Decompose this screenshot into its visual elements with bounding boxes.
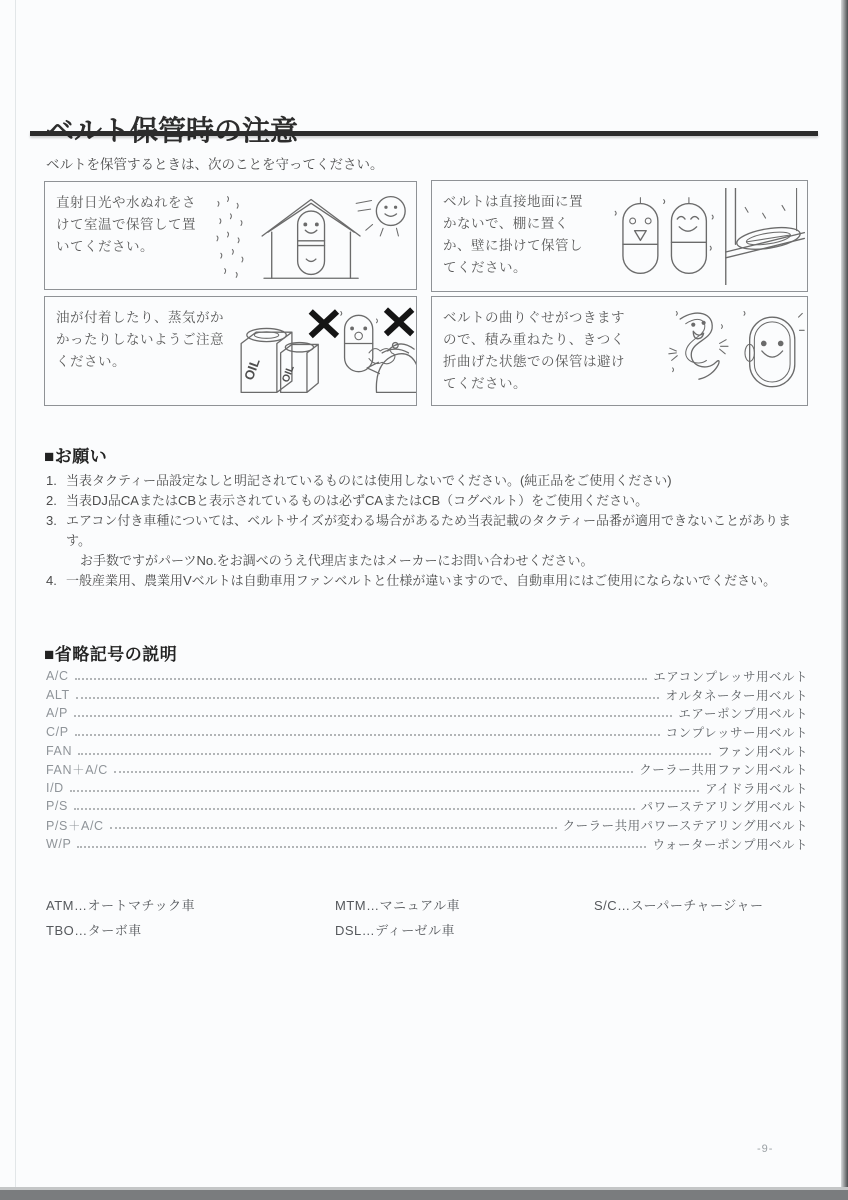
note-item: [46, 511, 810, 551]
abbr-code: I/D: [46, 780, 64, 795]
abbr-code: C/P: [46, 725, 69, 740]
abbr-code: ALT: [46, 687, 70, 702]
legend-item: ATM…オートマチック車: [46, 898, 196, 913]
bent-belt-illustration: [635, 304, 807, 398]
page-number: -9-: [757, 1143, 774, 1155]
abbr-meaning: オルタネーター用ベルト: [665, 688, 808, 703]
oil-can-icon: [241, 328, 318, 392]
abbreviation-list: [46, 667, 808, 853]
sun-icon: [356, 196, 405, 235]
dotted-leader: [114, 771, 633, 773]
note-text: 一般産業用、農業用Vベルトは自動車用ファンベルトと仕様が違いますので、自動車用にはご使用にならないでください。: [66, 573, 777, 588]
dotted-leader: [78, 753, 711, 755]
abbr-meaning: クーラー共用ファン用ベルト: [639, 763, 808, 778]
abbr-meaning: パワーステアリング用ベルト: [640, 800, 808, 815]
rain-house-sun-illustration: [210, 188, 416, 284]
dotted-leader: [77, 846, 646, 848]
abbr-meaning: アイドラ用ベルト: [705, 781, 808, 796]
cross-prohibited-icon: [386, 310, 412, 334]
note-number: 4.: [46, 573, 57, 588]
abbreviation-row: [46, 667, 808, 686]
storage-tip-card-4: [431, 296, 808, 406]
note-number: 1.: [46, 473, 57, 488]
note-text-continued: お手数ですがパーツNo.をお調べのうえ代理店またはメーカーにお問い合わせください。: [80, 553, 594, 568]
abbreviation-row: [46, 834, 808, 853]
hanging-belt-icon: [615, 197, 713, 273]
abbr-code: A/C: [46, 669, 69, 684]
note-text: 当表タクティー品設定なしと明記されているものには使用しないでください。(純正品をご使用ください): [66, 473, 672, 488]
abbr-code: FAN＋A/C: [46, 763, 108, 778]
dotted-leader: [75, 734, 660, 736]
legend-item: DSL…ディーゼル車: [335, 923, 455, 938]
note-text: 当表DJ品CAまたはCBと表示されているものは必ずCAまたはCB（コグベルト）をご使用ください。: [66, 493, 649, 508]
abbreviation-row: [46, 723, 808, 742]
abbreviation-row: [46, 704, 808, 723]
scan-bottom-edge: [0, 1187, 848, 1200]
scan-right-edge: [841, 0, 848, 1200]
page-title: [46, 109, 298, 149]
note-item: [46, 471, 810, 491]
abbreviation-section-heading: ■省略記号の説明: [44, 645, 178, 664]
legend-item: MTM…マニュアル車: [335, 898, 461, 913]
legend-item: S/C…スーパーチャージャー: [594, 898, 764, 913]
cross-prohibited-icon: [311, 312, 337, 336]
shelf-icon: [726, 188, 805, 285]
abbreviation-row: [46, 760, 808, 779]
legend-item: TBO…ターボ車: [46, 923, 142, 938]
abbreviation-row: [46, 741, 808, 760]
storage-tip-text: ベルトは直接地面に置かないで、棚に置くか、壁に掛けて保管してください。: [443, 194, 583, 275]
request-section-heading: ■お願い: [44, 447, 108, 466]
abbreviation-row: [46, 686, 808, 705]
dotted-leader: [110, 827, 557, 829]
dotted-leader: [76, 697, 660, 699]
note-number: 3.: [46, 513, 57, 528]
intro-text: ベルトを保管するときは、次のことを守ってください。: [46, 157, 384, 172]
abbr-meaning: ウォーターポンプ用ベルト: [652, 837, 808, 852]
oil-label: OIL: [241, 356, 263, 383]
steam-kettle-icon: [367, 343, 416, 393]
abbreviation-row: [46, 797, 808, 816]
abbr-meaning: ファン用ベルト: [717, 744, 808, 759]
storage-tip-card-2: [431, 180, 808, 292]
note-item: [46, 491, 810, 511]
title-rule: [30, 131, 818, 136]
belts-wall-shelf-illustration: [597, 188, 807, 285]
storage-tip-text: 油が付着したり、蒸気がかかったりしないようご注意ください。: [56, 310, 224, 369]
sad-bent-belt-icon: [669, 312, 728, 380]
oil-label: OIL: [280, 364, 297, 384]
rain-icon: [217, 196, 243, 277]
abbr-meaning: コンプレッサー用ベルト: [665, 726, 808, 741]
note-number: 2.: [46, 493, 57, 508]
abbr-meaning: エアーポンプ用ベルト: [678, 707, 808, 722]
abbr-code: P/S＋A/C: [46, 819, 104, 834]
abbr-code: W/P: [46, 836, 72, 851]
worried-belt-icon: [341, 312, 378, 372]
abbr-code: FAN: [46, 743, 73, 758]
abbr-code: P/S: [46, 799, 68, 814]
abbr-code: A/P: [46, 706, 68, 721]
scan-left-fold-line: [15, 0, 16, 1200]
dotted-leader: [75, 678, 648, 680]
storage-tip-text: 直射日光や水ぬれをさけて室温で保管して置いてください。: [56, 195, 196, 254]
abbreviation-row: [46, 779, 808, 798]
storage-tip-text: ベルトの曲りぐせがつきますので、積み重ねたり、きつく折曲げた状態での保管は避けてください。: [443, 310, 625, 391]
vehicle-type-legend: [46, 895, 786, 939]
coiled-belt-icon: [735, 223, 801, 252]
abbr-meaning: クーラー共用パワーステアリング用ベルト: [562, 819, 808, 834]
abbreviation-row: [46, 816, 808, 835]
happy-belt-icon: [744, 312, 804, 387]
belt-character-icon: [298, 211, 325, 274]
dotted-leader: [70, 790, 699, 792]
dotted-leader: [74, 808, 635, 810]
oil-steam-illustration: [228, 304, 416, 398]
storage-tip-card-3: [44, 296, 417, 406]
dotted-leader: [74, 715, 672, 717]
request-notes-list: [46, 471, 810, 591]
abbr-meaning: エアコンプレッサ用ベルト: [653, 670, 808, 685]
storage-tip-card-1: [44, 181, 417, 290]
note-item: [46, 571, 810, 591]
note-text: エアコン付き車種については、ベルトサイズが変わる場合があるため当表記載のタクティー品番が適用できないことがあります。: [66, 513, 792, 548]
